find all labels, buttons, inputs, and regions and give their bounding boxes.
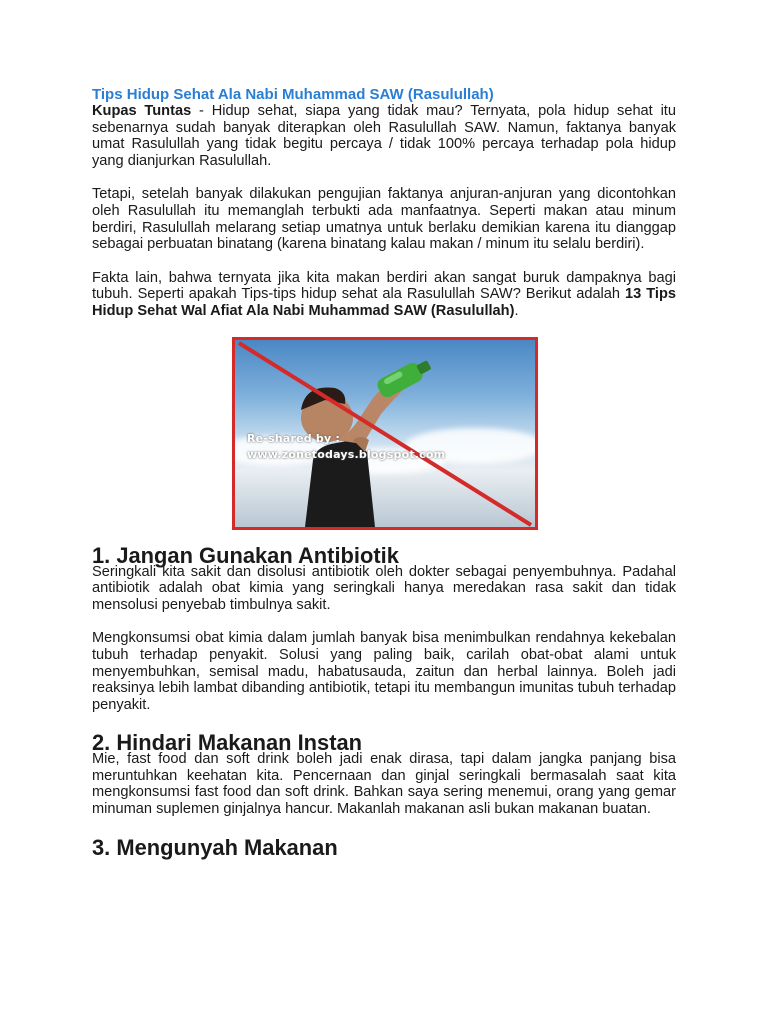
- intro-lead: Kupas Tuntas: [92, 103, 192, 119]
- image-watermark: Re-shared by : www.zonetodays.blogspot.com: [247, 431, 446, 462]
- intro-para3-bold: 13 Tips Hidup Sehat Wal Afiat Ala Nabi Muhammad SAW (Rasulullah): [92, 286, 676, 319]
- intro-para3-start: Fakta lain, bahwa ternyata jika kita makan berdiri akan sangat buruk dampaknya bagi tubuh. Seperti apakah Tips-tips hidup sehat ala Rasulullah SAW? Berikut adalah: [92, 269, 676, 303]
- section-2-heading: 2. Hindari Makanan Instan: [92, 730, 363, 756]
- intro-para3-end: .: [514, 302, 519, 319]
- article-content: [92, 86, 676, 860]
- section-1-heading: 1. Jangan Gunakan Antibiotik: [92, 542, 399, 568]
- article-title: Tips Hidup Sehat Ala Nabi Muhammad SAW (Rasulullah): [92, 86, 494, 103]
- intro-paragraph-1: [92, 103, 676, 169]
- section-3-heading: 3. Mengunyah Makanan: [92, 834, 338, 860]
- intro-paragraph-3: [92, 270, 676, 320]
- section-1-paragraph-1: Seringkali kita sakit dan disolusi antibiotik oleh dokter sebagai penyembuhnya. Padahal antibiotik adalah obat kimia yang seringkali hanya meredakan rasa sakit dan tidak mensolusi penyebab timbulnya sakit.: [92, 563, 676, 613]
- section-2-paragraph-1: Mie, fast food dan soft drink boleh jadi enak dirasa, tapi dalam jangka panjang bisa meruntuhkan keehatan kita. Pencernaan dan ginjal seringkali bermasalah saat kita mengkonsumsi fast food dan soft drink. Bahkan saya sering menemui, orang yang gemar minuman suplemen ginjalnya hancur. Makanlah makanan asli bukan makanan buatan.: [92, 751, 676, 818]
- intro-paragraph-2: Tetapi, setelah banyak dilakukan pengujian faktanya anjuran-anjuran yang dicontohkan oleh Rasulullah itu memanglah terbukti ada manfaatnya. Seperti makan atau minum berdiri, Rasulullah melarang setiap umatnya untuk berlaku demikian karena itu dianggap sebagai perbuatan binatang (karena binatang kalau makan / minum itu selalu berdiri).: [92, 186, 676, 253]
- no-drinking-standing-image: [232, 337, 538, 530]
- section-1-paragraph-2: Mengkonsumsi obat kimia dalam jumlah banyak bisa menimbulkan rendahnya kekebalan tubuh terhadap penyakit. Solusi yang paling baik, carilah obat-obat alami untuk menyembuhkan, semisal madu, habatusauda, zaitun dan herbal lainnya. Boleh jadi reaksinya lebih lambat dibanding antibiotik, tetapi itu membangun imunitas tubuh terhadap penyakit.: [92, 630, 676, 713]
- intro-lead-rest: - Hidup sehat, siapa yang tidak mau? Ternyata, pola hidup sehat itu sebenarnya sudah banyak diterapkan oleh Rasulullah SAW. Namun, faktanya banyak umat Rasulullah yang tidak begitu percaya / tidak 100% percaya terhadap pola hidup yang dianjurkan Rasulullah.: [92, 103, 676, 169]
